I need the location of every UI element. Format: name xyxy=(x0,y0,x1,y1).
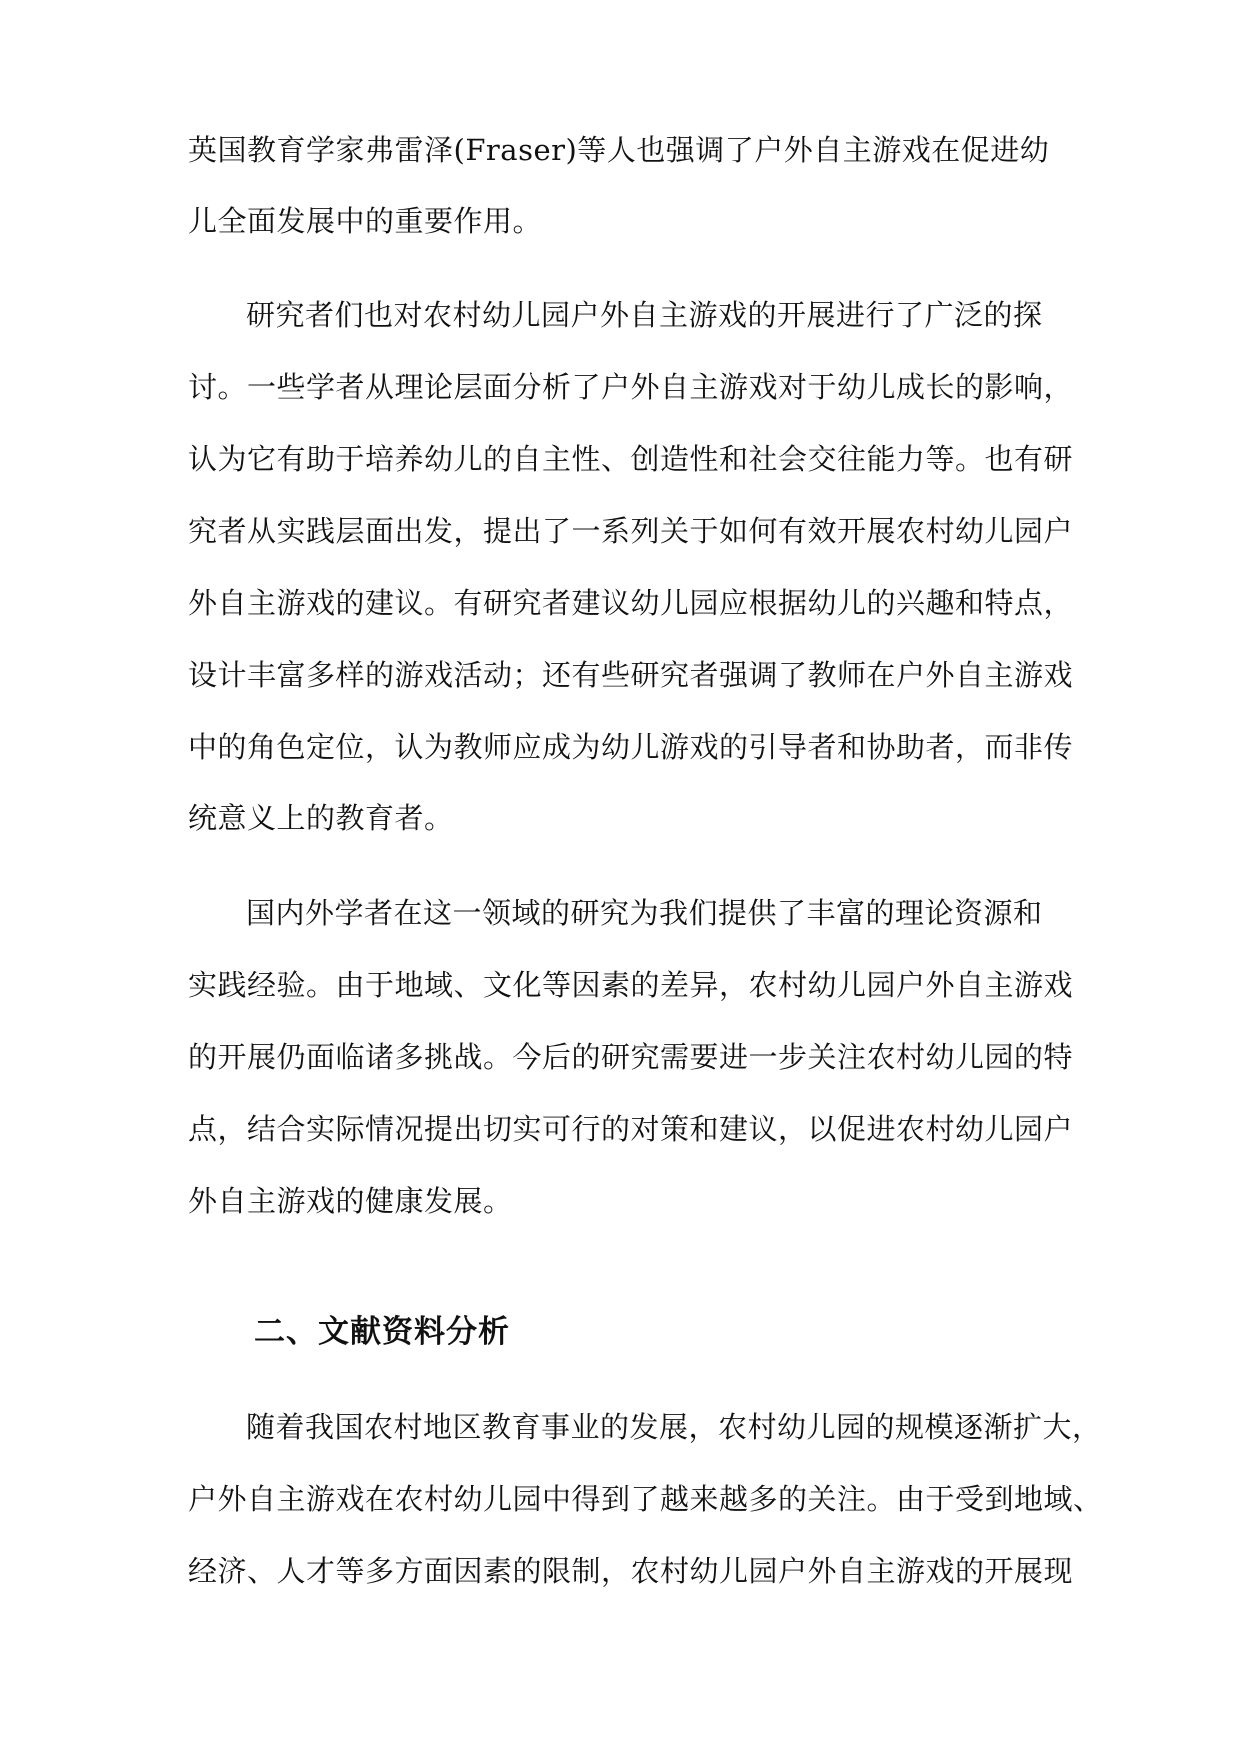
section-heading: 二、文献资料分析 xyxy=(254,1314,510,1350)
paragraph-1-line-2: 儿全面发展中的重要作用。 xyxy=(188,204,543,238)
paragraph-2-line-6: 设计丰富多样的游戏活动；还有些研究者强调了教师在户外自主游戏 xyxy=(188,658,1074,692)
paragraph-2-line-4: 究者从实践层面出发，提出了一系列关于如何有效开展农村幼儿园户 xyxy=(188,514,1074,548)
section-paragraph-line-1: 随着我国农村地区教育事业的发展，农村幼儿园的规模逐渐扩大， xyxy=(246,1410,1102,1444)
paragraph-3-line-1: 国内外学者在这一领域的研究为我们提供了丰富的理论资源和 xyxy=(246,896,1043,930)
section-paragraph-line-3: 经济、人才等多方面因素的限制，农村幼儿园户外自主游戏的开展现 xyxy=(188,1554,1074,1588)
paragraph-2-line-1: 研究者们也对农村幼儿园户外自主游戏的开展进行了广泛的探 xyxy=(246,298,1043,332)
paragraph-2-line-3: 认为它有助于培养幼儿的自主性、创造性和社会交往能力等。也有研 xyxy=(188,442,1074,476)
paragraph-3-line-5: 外自主游戏的健康发展。 xyxy=(188,1184,513,1218)
paragraph-3-line-4: 点，结合实际情况提出切实可行的对策和建议，以促进农村幼儿园户 xyxy=(188,1112,1074,1146)
section-paragraph-line-2: 户外自主游戏在农村幼儿园中得到了越来越多的关注。由于受到地域、 xyxy=(188,1482,1103,1516)
paragraph-3-line-3: 的开展仍面临诸多挑战。今后的研究需要进一步关注农村幼儿园的特 xyxy=(188,1040,1074,1074)
paragraph-2-line-7: 中的角色定位，认为教师应成为幼儿游戏的引导者和协助者，而非传 xyxy=(188,730,1074,764)
paragraph-2-line-5: 外自主游戏的建议。有研究者建议幼儿园应根据幼儿的兴趣和特点， xyxy=(188,586,1074,620)
paragraph-2-line-2: 讨。一些学者从理论层面分析了户外自主游戏对于幼儿成长的影响， xyxy=(188,370,1074,404)
paragraph-2-line-8: 统意义上的教育者。 xyxy=(188,801,454,835)
paragraph-3-line-2: 实践经验。由于地域、文化等因素的差异，农村幼儿园户外自主游戏 xyxy=(188,968,1074,1002)
paragraph-1-line-1: 英国教育学家弗雷泽(Fraser)等人也强调了户外自主游戏在促进幼 xyxy=(188,133,1050,167)
